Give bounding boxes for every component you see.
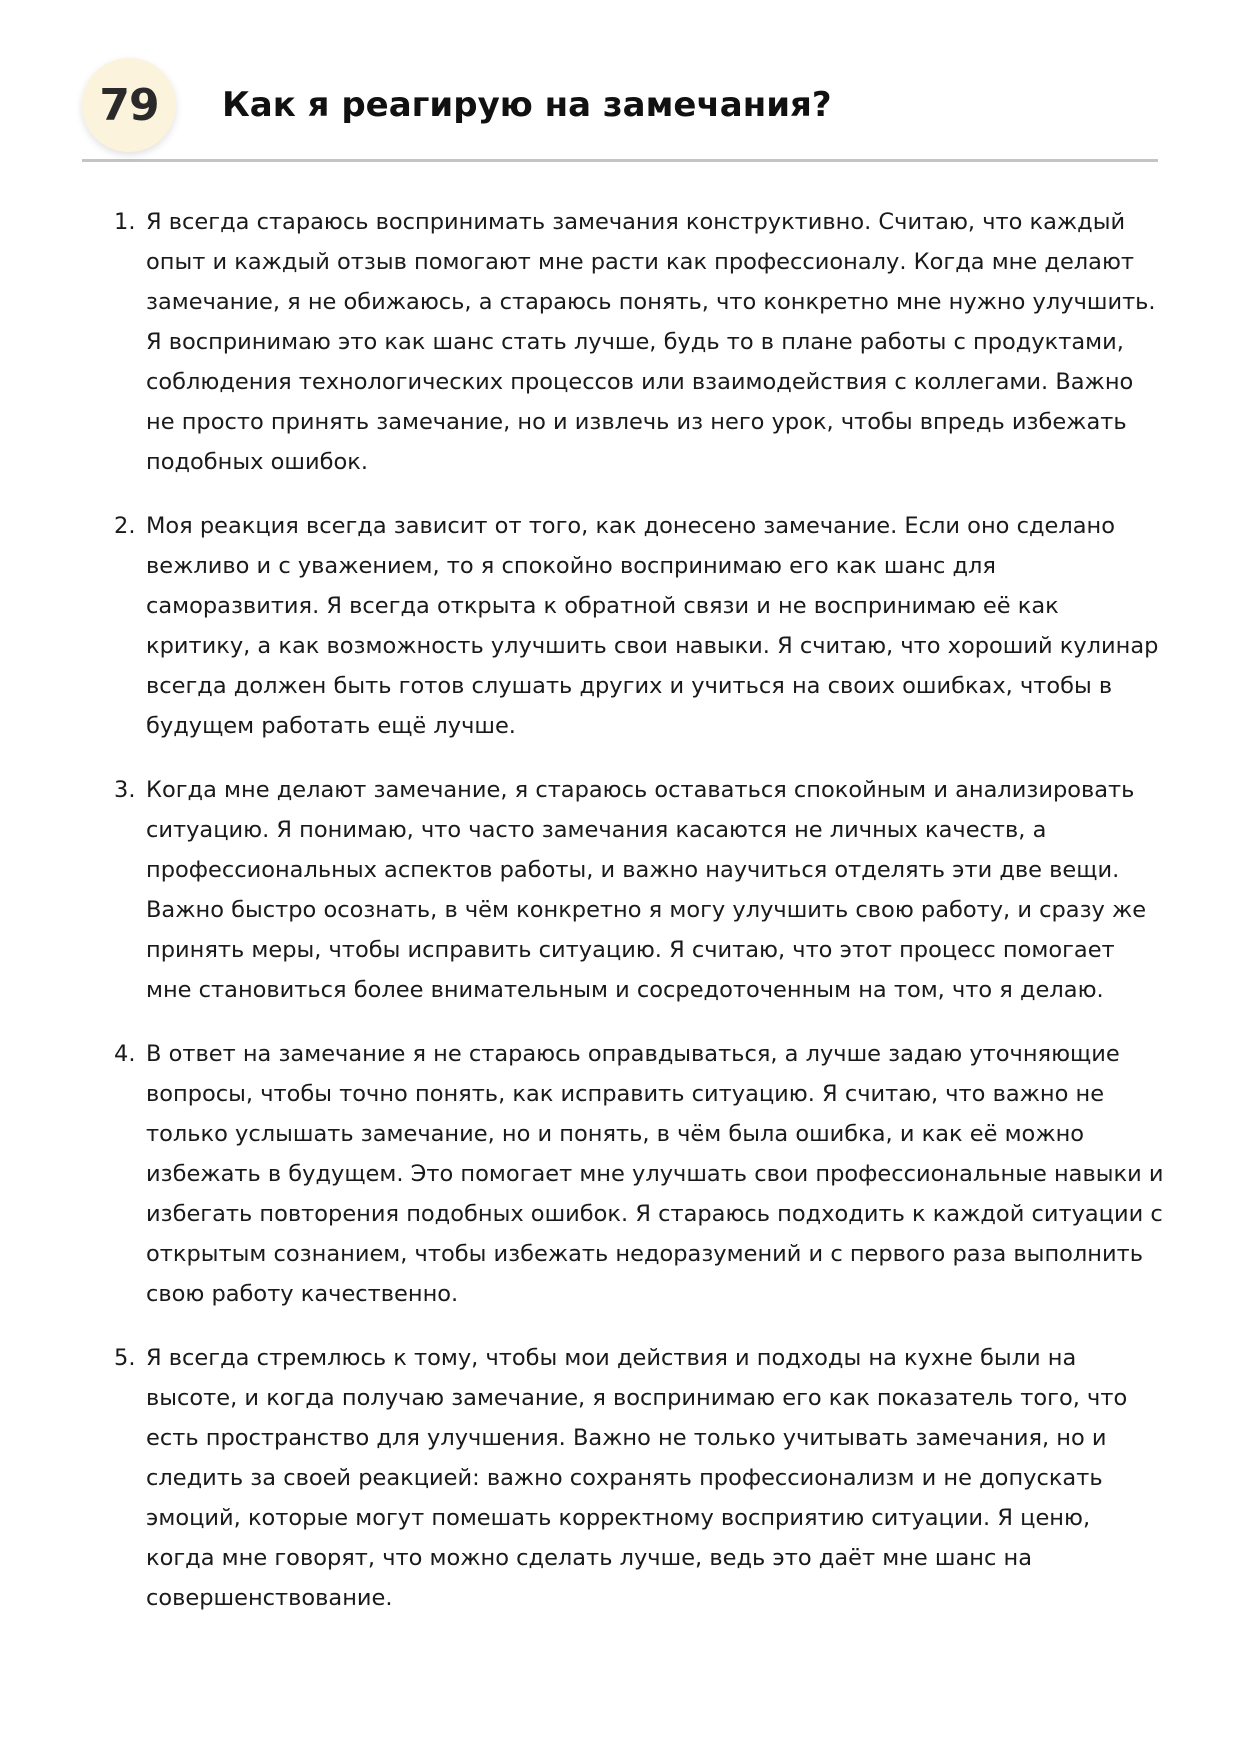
answer-item-1: Я всегда стараюсь воспринимать замечания конструктивно. Считаю, что каждый опыт и каждый отзыв помогают мне расти как профессионалу. Когда мне делают замечание, я не обижаюсь, а стараюсь понять, что конкретно мне нужно улучшить. Я воспринимаю это как шанс стать лучше, будь то в плане работы с продуктами, соблюдения технологических процессов или взаимодействия с коллегами. Важно не просто принять замечание, но и извлечь из него урок, чтобы впредь избежать подобных ошибок.: [146, 209, 1156, 475]
answer-item-2: Моя реакция всегда зависит от того, как донесено замечание. Если оно сделано вежливо и с уважением, то я спокойно воспринимаю его как шанс для саморазвития. Я всегда открыта к обратной связи и не воспринимаю её как критику, а как возможность улучшить свои навыки. Я считаю, что хороший кулинар всегда должен быть готов слушать других и учиться на своих ошибках, чтобы в будущем работать ещё лучше.: [146, 513, 1159, 739]
answers-list: [114, 202, 1164, 1618]
question-number-badge: [82, 58, 176, 152]
answer-item-4: В ответ на замечание я не стараюсь оправдываться, а лучше задаю уточняющие вопросы, чтобы точно понять, как исправить ситуацию. Я считаю, что важно не только услышать замечание, но и понять, в чём была ошибка, и как её можно избежать в будущем. Это помогает мне улучшать свои профессиональные навыки и избегать повторения подобных ошибок. Я стараюсь подходить к каждой ситуации с открытым сознанием, чтобы избежать недоразумений и с первого раза выполнить свою работу качественно.: [146, 1041, 1164, 1307]
question-header: [82, 54, 1158, 162]
question-title: Как я реагирую на замечания?: [222, 85, 832, 125]
question-number: 79: [99, 79, 159, 131]
answer-item-5: Я всегда стремлюсь к тому, чтобы мои действия и подходы на кухне были на высоте, и когда получаю замечание, я воспринимаю его как показатель того, что есть пространство для улучшения. Важно не только учитывать замечания, но и следить за своей реакцией: важно сохранять профессионализм и не допускать эмоций, которые могут помешать корректному восприятию ситуации. Я ценю, когда мне говорят, что можно сделать лучше, ведь это даёт мне шанс на совершенствование.: [146, 1345, 1128, 1611]
answers-section: [114, 202, 1164, 1642]
answer-item-3: Когда мне делают замечание, я стараюсь оставаться спокойным и анализировать ситуацию. Я понимаю, что часто замечания касаются не личных качеств, а профессиональных аспектов работы, и важно научиться отделять эти две вещи. Важно быстро осознать, в чём конкретно я могу улучшить свою работу, и сразу же принять меры, чтобы исправить ситуацию. Я считаю, что этот процесс помогает мне становиться более внимательным и сосредоточенным на том, что я делаю.: [146, 777, 1147, 1003]
